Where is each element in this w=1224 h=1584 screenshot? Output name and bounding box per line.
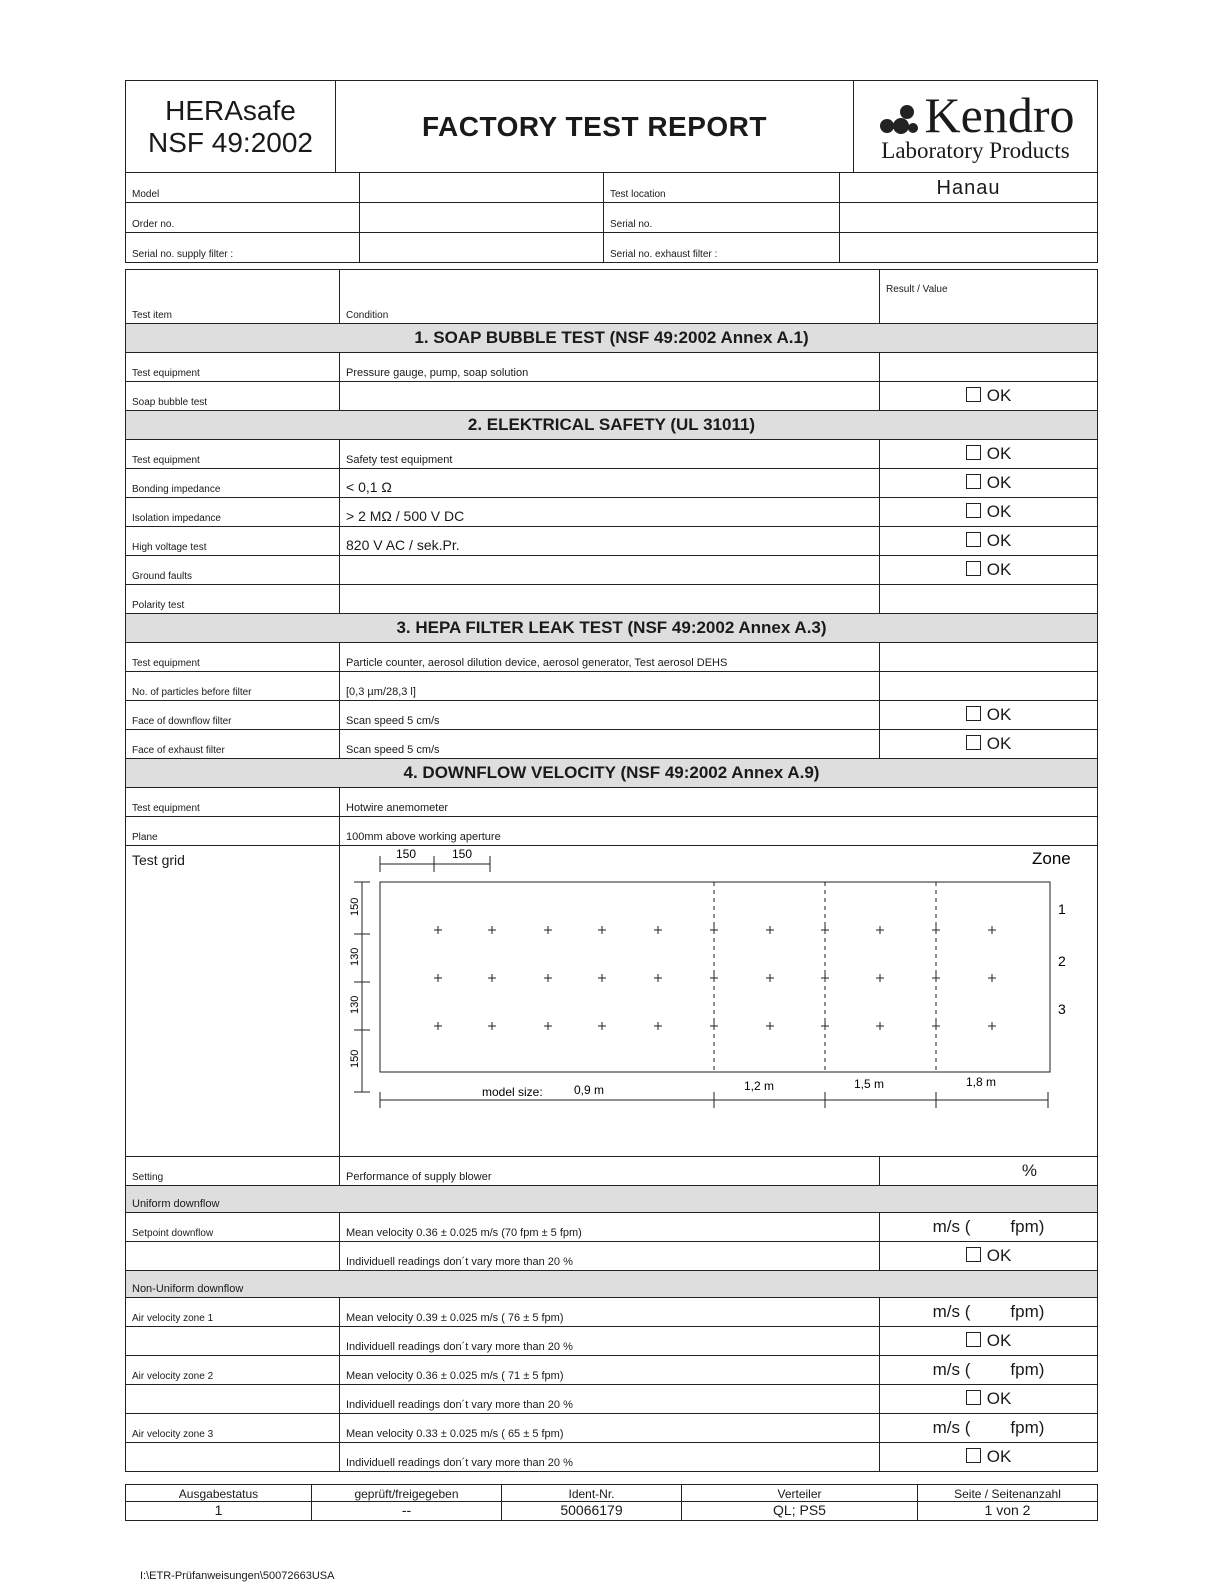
s1-item: Test equipment: [126, 353, 340, 382]
uniform-velocity-field[interactable]: [880, 1213, 1098, 1242]
ok-label: OK: [986, 560, 1012, 579]
s2-item: Test equipment: [126, 440, 340, 469]
zone-number: 1: [1058, 901, 1066, 917]
footer-h5: Seite / Seitenanzahl: [918, 1485, 1098, 1502]
grid-point: [988, 1022, 996, 1030]
grid-point: [654, 1022, 662, 1030]
zone3-mean: Mean velocity 0.33 ± 0.025 m/s ( 65 ± 5 fpm): [340, 1414, 880, 1443]
col-result: Result / Value: [880, 270, 1098, 324]
s2-cond: Safety test equipment: [340, 440, 880, 469]
s4-plane-cond: 100mm above working aperture: [340, 817, 1098, 846]
grid-point: [932, 926, 940, 934]
uniform-ok[interactable]: [880, 1242, 1098, 1271]
footer-h1: Ausgabestatus: [126, 1485, 312, 1502]
checkbox-icon[interactable]: [966, 1332, 981, 1347]
fpm-label: fpm): [1010, 1418, 1045, 1437]
brand-line1: HERAsafe: [165, 94, 296, 126]
zone3-ok[interactable]: [880, 1443, 1098, 1472]
grid-point: [598, 1022, 606, 1030]
s1-result-empty: [880, 353, 1098, 382]
grid-point: [821, 1022, 829, 1030]
s3-ok[interactable]: [880, 730, 1098, 759]
ok-label: OK: [986, 1246, 1012, 1265]
s3-item: Face of downflow filter: [126, 701, 340, 730]
grid-point: [434, 974, 442, 982]
col-test-item: Test item: [126, 270, 340, 324]
blank-cell: [126, 1385, 340, 1414]
test-location-value[interactable]: Hanau: [840, 173, 1098, 203]
s2-ok[interactable]: [880, 469, 1098, 498]
section-4-header: 4. DOWNFLOW VELOCITY (NSF 49:2002 Annex A.9): [126, 759, 1098, 788]
s4-equipment-cond: Hotwire anemometer: [340, 788, 1098, 817]
ok-label: OK: [986, 473, 1012, 492]
checkbox-icon[interactable]: [966, 735, 981, 750]
top-dim-150: 150: [396, 847, 417, 861]
s2-ok[interactable]: [880, 440, 1098, 469]
s3-item: Face of exhaust filter: [126, 730, 340, 759]
test-grid-diagram: [340, 846, 1098, 1157]
s2-ok[interactable]: [880, 498, 1098, 527]
uniform-header: Uniform downflow: [126, 1186, 1098, 1213]
grid-point: [876, 926, 884, 934]
checkbox-icon[interactable]: [966, 503, 981, 518]
section-3-header: 3. HEPA FILTER LEAK TEST (NSF 49:2002 Annex A.3): [126, 614, 1098, 643]
fpm-label: fpm): [1010, 1302, 1045, 1321]
s4-setting-cond: Performance of supply blower: [340, 1157, 880, 1186]
grid-point: [654, 974, 662, 982]
grid-point: [488, 926, 496, 934]
ms-label: m/s (: [932, 1217, 971, 1236]
serial-no-field[interactable]: [840, 203, 1098, 233]
checkbox-icon[interactable]: [966, 445, 981, 460]
particle-count-field[interactable]: [880, 672, 1098, 701]
grid-point: [434, 926, 442, 934]
grid-point: [434, 1022, 442, 1030]
checkbox-icon[interactable]: [966, 387, 981, 402]
grid-point: [488, 974, 496, 982]
zone2-velocity-field[interactable]: [880, 1356, 1098, 1385]
checkbox-icon[interactable]: [966, 474, 981, 489]
zone-number: 3: [1058, 1001, 1066, 1017]
vdim: 130: [349, 995, 361, 1014]
ok-label: OK: [986, 705, 1012, 724]
model-field[interactable]: [360, 173, 604, 203]
uniform-individual: Individuell readings don´t vary more than 20 %: [340, 1242, 880, 1271]
s2-ok[interactable]: [880, 556, 1098, 585]
page-title: FACTORY TEST REPORT: [336, 81, 854, 173]
serial-supply-label: Serial no. supply filter :: [126, 233, 360, 263]
grid-point: [988, 926, 996, 934]
ok-label: OK: [986, 531, 1012, 550]
brand-line2: NSF 49:2002: [148, 126, 313, 158]
grid-point: [766, 1022, 774, 1030]
s3-result-empty: [880, 643, 1098, 672]
file-path: I:\ETR-Prüfanweisungen\50072663USA: [140, 1570, 335, 1582]
s4-setting-item: Setting: [126, 1157, 340, 1186]
order-no-label: Order no.: [126, 203, 360, 233]
ms-label: m/s (: [932, 1418, 971, 1437]
checkbox-icon[interactable]: [966, 532, 981, 547]
zone1-ok[interactable]: [880, 1327, 1098, 1356]
test-grid-svg: [340, 846, 1096, 1156]
ms-label: m/s (: [932, 1302, 971, 1321]
footer-v5: 1 von 2: [918, 1502, 1098, 1521]
zone1-velocity-field[interactable]: [880, 1298, 1098, 1327]
checkbox-icon[interactable]: [966, 561, 981, 576]
serial-supply-field[interactable]: [360, 233, 604, 263]
checkbox-icon[interactable]: [966, 1247, 981, 1262]
zone3-item: Air velocity zone 3: [126, 1414, 340, 1443]
logo-sub: Laboratory Products: [881, 137, 1070, 163]
col-condition: Condition: [340, 270, 880, 324]
grid-point: [821, 974, 829, 982]
grid-point: [932, 1022, 940, 1030]
zone1-item: Air velocity zone 1: [126, 1298, 340, 1327]
footer-table: [125, 1484, 1098, 1521]
top-dim-150: 150: [452, 847, 473, 861]
report-sheet: [125, 80, 1097, 1521]
s2-cond: < 0,1 Ω: [340, 469, 880, 498]
zone2-mean: Mean velocity 0.36 ± 0.025 m/s ( 71 ± 5 fpm): [340, 1356, 880, 1385]
nonuniform-header: Non-Uniform downflow: [126, 1271, 1098, 1298]
ok-label: OK: [986, 1447, 1012, 1466]
fpm-label: fpm): [1010, 1217, 1045, 1236]
zone-label: Zone: [1032, 849, 1071, 868]
grid-point: [488, 1022, 496, 1030]
checkbox-icon[interactable]: [966, 706, 981, 721]
grid-point: [654, 926, 662, 934]
s3-ok[interactable]: [880, 701, 1098, 730]
ok-label: OK: [986, 444, 1012, 463]
ok-label: OK: [986, 502, 1012, 521]
s2-item: High voltage test: [126, 527, 340, 556]
s1-cond: Pressure gauge, pump, soap solution: [340, 353, 880, 382]
test-table: [125, 269, 1098, 1472]
footer-h3: Ident-Nr.: [502, 1485, 682, 1502]
s2-item: Ground faults: [126, 556, 340, 585]
header-table: [125, 80, 1098, 173]
grid-point: [710, 1022, 718, 1030]
footer-v4: QL; PS5: [682, 1502, 918, 1521]
footer-h2: geprüft/freigegeben: [312, 1485, 502, 1502]
zone3-individual: Individuell readings don´t vary more than 20 %: [340, 1443, 880, 1472]
s2-cond: > 2 MΩ / 500 V DC: [340, 498, 880, 527]
zone1-individual: Individuell readings don´t vary more than 20 %: [340, 1327, 880, 1356]
size-label: 1,2 m: [744, 1079, 775, 1093]
ok-label: OK: [986, 1389, 1012, 1408]
s3-cond: Scan speed 5 cm/s: [340, 701, 880, 730]
grid-point: [932, 974, 940, 982]
vdim: 150: [349, 1049, 361, 1068]
size-label: 1,5 m: [854, 1077, 885, 1091]
s2-ok[interactable]: [880, 527, 1098, 556]
zone3-velocity-field[interactable]: [880, 1414, 1098, 1443]
grid-point: [876, 974, 884, 982]
zone2-ok[interactable]: [880, 1385, 1098, 1414]
ok-label: OK: [986, 1331, 1012, 1350]
blank-cell: [126, 1242, 340, 1271]
logo-dots-icon: [877, 102, 921, 138]
footer-v1: 1: [126, 1502, 312, 1521]
footer-v3: 50066179: [502, 1502, 682, 1521]
footer-h4: Verteiler: [682, 1485, 918, 1502]
s3-item: No. of particles before filter: [126, 672, 340, 701]
blank-cell: [126, 1443, 340, 1472]
s3-cond: Scan speed 5 cm/s: [340, 730, 880, 759]
section-1-header: 1. SOAP BUBBLE TEST (NSF 49:2002 Annex A.1): [126, 324, 1098, 353]
s4-grid-item: Test grid: [126, 846, 340, 1157]
grid-point: [544, 974, 552, 982]
s3-cond: Particle counter, aerosol dilution device, aerosol generator, Test aerosol DEHS: [340, 643, 880, 672]
model-label: Model: [126, 173, 360, 203]
setpoint-item: Setpoint downflow: [126, 1213, 340, 1242]
s4-plane-item: Plane: [126, 817, 340, 846]
s3-cond: [0,3 µm/28,3 l]: [340, 672, 880, 701]
id-table: [125, 172, 1098, 263]
serial-exhaust-label: Serial no. exhaust filter :: [604, 233, 840, 263]
zone-number: 2: [1058, 953, 1066, 969]
s2-cond: 820 V AC / sek.Pr.: [340, 527, 880, 556]
blower-setting-field[interactable]: %: [880, 1157, 1098, 1186]
ok-label: OK: [986, 734, 1012, 753]
zone2-individual: Individuell readings don´t vary more than 20 %: [340, 1385, 880, 1414]
vdim: 130: [349, 947, 361, 966]
grid-point: [544, 1022, 552, 1030]
s2-item: Bonding impedance: [126, 469, 340, 498]
s3-item: Test equipment: [126, 643, 340, 672]
s4-equipment-item: Test equipment: [126, 788, 340, 817]
ms-label: m/s (: [932, 1360, 971, 1379]
kendro-logo: [854, 81, 1098, 173]
brand-block: [126, 81, 336, 173]
size-label: 1,8 m: [966, 1075, 997, 1089]
fpm-label: fpm): [1010, 1360, 1045, 1379]
s2-result-empty: [880, 585, 1098, 614]
s1-cond: [340, 382, 880, 411]
grid-point: [876, 1022, 884, 1030]
logo-main: Kendro: [924, 86, 1075, 143]
grid-point: [766, 974, 774, 982]
grid-point: [766, 926, 774, 934]
blank-cell: [126, 1327, 340, 1356]
zone2-item: Air velocity zone 2: [126, 1356, 340, 1385]
zone1-mean: Mean velocity 0.39 ± 0.025 m/s ( 76 ± 5 fpm): [340, 1298, 880, 1327]
s2-cond: [340, 585, 880, 614]
test-location-label: Test location: [604, 173, 840, 203]
section-2-header: 2. ELEKTRICAL SAFETY (UL 31011): [126, 411, 1098, 440]
size-label: 0,9 m: [574, 1083, 605, 1097]
uniform-mean: Mean velocity 0.36 ± 0.025 m/s (70 fpm ± 5 fpm): [340, 1213, 880, 1242]
grid-point: [821, 926, 829, 934]
s2-cond: [340, 556, 880, 585]
s2-item: Isolation impedance: [126, 498, 340, 527]
grid-point: [598, 974, 606, 982]
serial-no-label: Serial no.: [604, 203, 840, 233]
serial-exhaust-field[interactable]: [840, 233, 1098, 263]
ok-label: OK: [986, 386, 1012, 405]
grid-point: [988, 974, 996, 982]
model-size-label: model size:: [482, 1085, 543, 1099]
s2-item: Polarity test: [126, 585, 340, 614]
footer-v2: --: [312, 1502, 502, 1521]
soap-bubble-ok[interactable]: [880, 382, 1098, 411]
grid-point: [598, 926, 606, 934]
grid-point: [710, 926, 718, 934]
grid-point: [544, 926, 552, 934]
vdim: 150: [349, 897, 361, 916]
order-no-field[interactable]: [360, 203, 604, 233]
checkbox-icon[interactable]: [966, 1448, 981, 1463]
grid-point: [710, 974, 718, 982]
s1-item: Soap bubble test: [126, 382, 340, 411]
checkbox-icon[interactable]: [966, 1390, 981, 1405]
